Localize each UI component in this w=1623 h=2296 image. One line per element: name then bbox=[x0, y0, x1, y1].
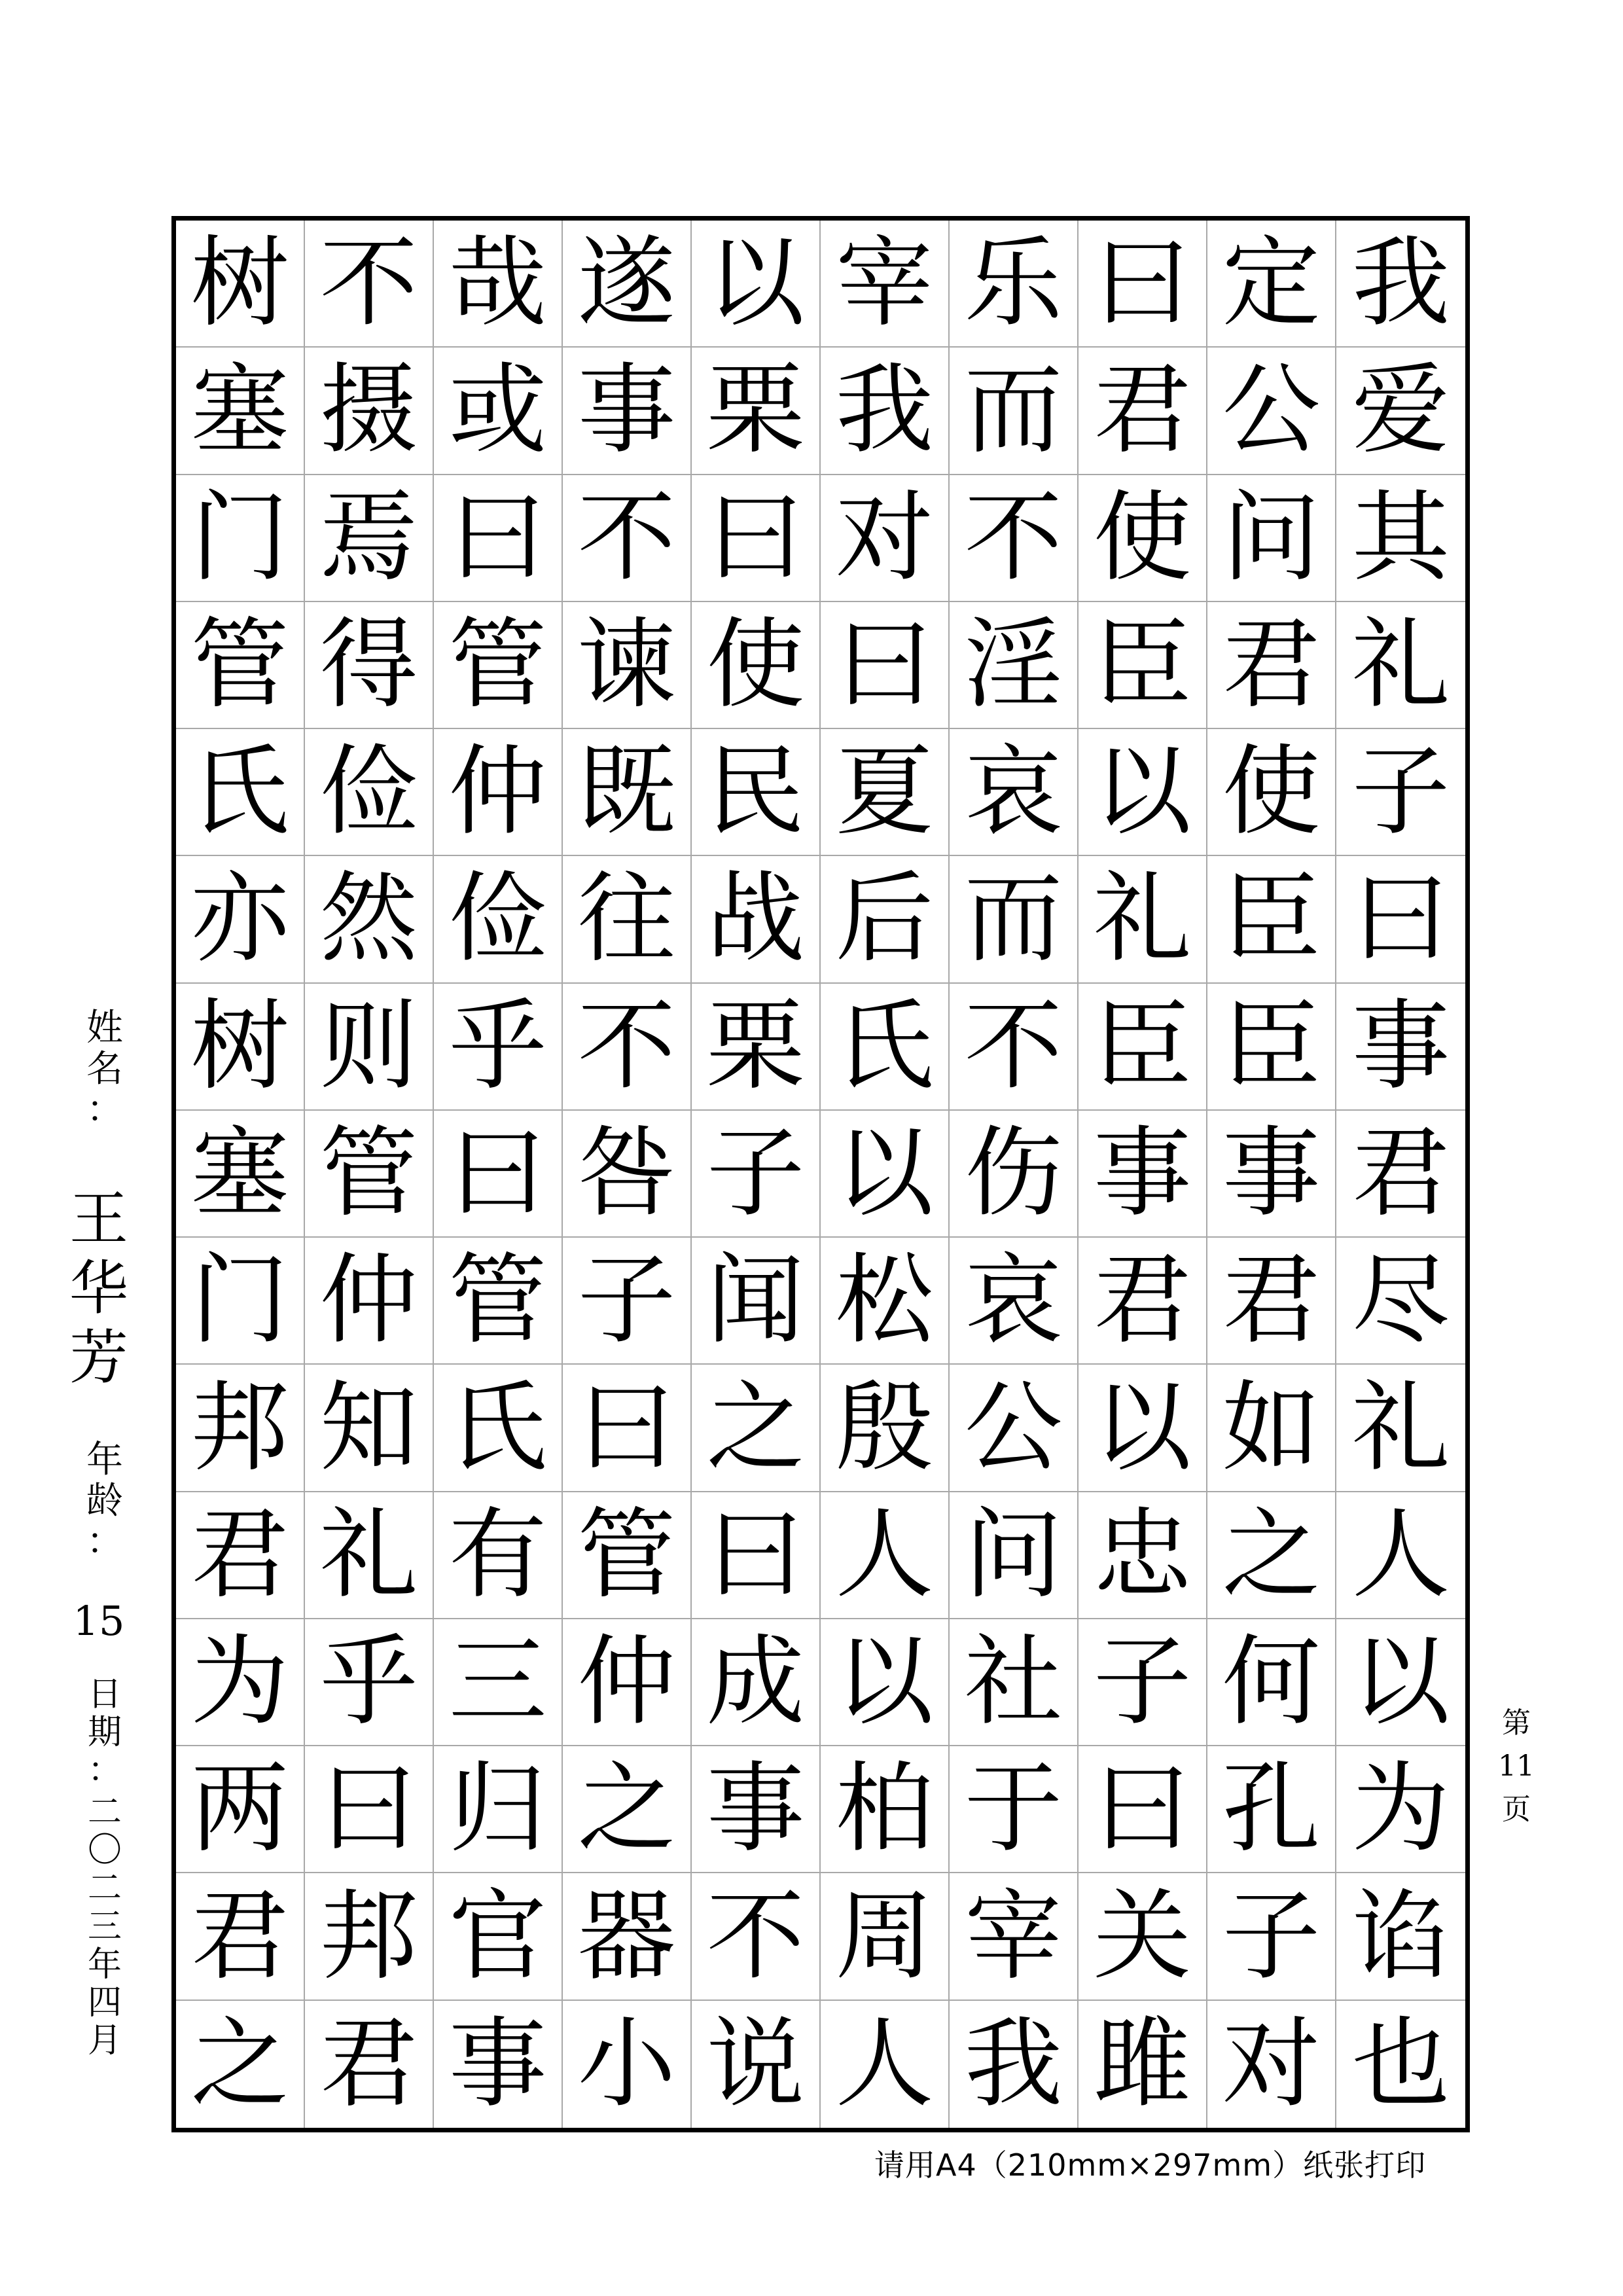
grid-cell: 礼 bbox=[1336, 1365, 1465, 1492]
grid-cell: 宰 bbox=[950, 1873, 1079, 2000]
grid-cell: 如 bbox=[1207, 1365, 1336, 1492]
grid-cell: 使 bbox=[1079, 475, 1207, 602]
grid-cell: 殷 bbox=[821, 1365, 950, 1492]
grid-cell: 氏 bbox=[434, 1365, 563, 1492]
grid-cell: 松 bbox=[821, 1238, 950, 1365]
grid-cell: 以 bbox=[1079, 729, 1207, 856]
grid-cell: 而 bbox=[950, 348, 1079, 475]
grid-cell: 管 bbox=[563, 1492, 692, 1619]
grid-cell: 雎 bbox=[1079, 2001, 1207, 2128]
grid-cell: 遂 bbox=[563, 221, 692, 348]
grid-cell: 曰 bbox=[305, 1746, 434, 1873]
grid-cell: 谏 bbox=[563, 602, 692, 729]
grid-cell: 既 bbox=[563, 729, 692, 856]
grid-cell: 小 bbox=[563, 2001, 692, 2128]
grid-cell: 之 bbox=[1207, 1492, 1336, 1619]
grid-cell: 之 bbox=[176, 2001, 305, 2128]
print-instruction: 请用A4（210mm×297mm）纸张打印 bbox=[874, 2147, 1427, 2183]
grid-cell: 周 bbox=[821, 1873, 950, 2000]
grid-cell: 门 bbox=[176, 1238, 305, 1365]
grid-cell: 塞 bbox=[176, 348, 305, 475]
grid-cell: 宰 bbox=[821, 221, 950, 348]
grid-cell: 曰 bbox=[434, 475, 563, 602]
grid-cell: 柏 bbox=[821, 1746, 950, 1873]
grid-cell: 以 bbox=[821, 1619, 950, 1746]
grid-cell: 闻 bbox=[692, 1238, 821, 1365]
grid-cell: 哀 bbox=[950, 729, 1079, 856]
grid-cell: 管 bbox=[176, 602, 305, 729]
grid-cell: 事 bbox=[563, 348, 692, 475]
grid-cell: 礼 bbox=[1079, 856, 1207, 983]
grid-cell: 关 bbox=[1079, 1873, 1207, 2000]
grid-cell: 公 bbox=[1207, 348, 1336, 475]
grid-cell: 管 bbox=[434, 1238, 563, 1365]
date-label: 日 期 ： bbox=[87, 1675, 122, 1791]
grid-cell: 淫 bbox=[950, 602, 1079, 729]
grid-cell: 管 bbox=[305, 1111, 434, 1238]
grid-cell: 归 bbox=[434, 1746, 563, 1873]
grid-cell: 之 bbox=[563, 1746, 692, 1873]
grid-cell: 尽 bbox=[1336, 1238, 1465, 1365]
grid-cell: 邦 bbox=[176, 1365, 305, 1492]
grid-cell: 之 bbox=[692, 1365, 821, 1492]
practice-grid-frame bbox=[171, 216, 1470, 2132]
grid-cell: 其 bbox=[1336, 475, 1465, 602]
grid-cell: 往 bbox=[563, 856, 692, 983]
grid-cell: 于 bbox=[950, 1746, 1079, 1873]
grid-cell: 事 bbox=[1336, 984, 1465, 1111]
grid-cell: 曰 bbox=[1079, 221, 1207, 348]
page-number-value: 11 bbox=[1498, 1749, 1535, 1783]
grid-cell: 摄 bbox=[305, 348, 434, 475]
age-value: 15 bbox=[73, 1597, 125, 1645]
grid-cell: 以 bbox=[1079, 1365, 1207, 1492]
name-value: 王 华 芳 bbox=[69, 1185, 128, 1393]
grid-cell: 器 bbox=[563, 1873, 692, 2000]
grid-cell: 民 bbox=[692, 729, 821, 856]
grid-cell: 爱 bbox=[1336, 348, 1465, 475]
grid-cell: 管 bbox=[434, 602, 563, 729]
grid-cell: 子 bbox=[1336, 729, 1465, 856]
grid-cell: 人 bbox=[821, 1492, 950, 1619]
grid-cell: 问 bbox=[1207, 475, 1336, 602]
grid-cell: 有 bbox=[434, 1492, 563, 1619]
grid-cell: 三 bbox=[434, 1619, 563, 1746]
grid-cell: 子 bbox=[1207, 1873, 1336, 2000]
grid-cell: 对 bbox=[821, 475, 950, 602]
grid-cell: 君 bbox=[176, 1873, 305, 2000]
grid-cell: 曰 bbox=[1079, 1746, 1207, 1873]
grid-cell: 栗 bbox=[692, 348, 821, 475]
grid-cell: 后 bbox=[821, 856, 950, 983]
grid-cell: 子 bbox=[692, 1111, 821, 1238]
grid-cell: 以 bbox=[821, 1111, 950, 1238]
page-number-prefix: 第 bbox=[1502, 1706, 1531, 1740]
grid-cell: 礼 bbox=[1336, 602, 1465, 729]
grid-cell: 说 bbox=[692, 2001, 821, 2128]
grid-cell: 事 bbox=[1207, 1111, 1336, 1238]
grid-cell: 不 bbox=[950, 475, 1079, 602]
grid-cell: 夏 bbox=[821, 729, 950, 856]
grid-cell: 君 bbox=[1336, 1111, 1465, 1238]
grid-cell: 社 bbox=[950, 1619, 1079, 1746]
grid-cell: 哉 bbox=[434, 221, 563, 348]
grid-cell: 曰 bbox=[821, 602, 950, 729]
grid-cell: 使 bbox=[1207, 729, 1336, 856]
grid-cell: 然 bbox=[305, 856, 434, 983]
grid-cell: 树 bbox=[176, 221, 305, 348]
grid-cell: 人 bbox=[1336, 1492, 1465, 1619]
grid-cell: 不 bbox=[692, 1873, 821, 2000]
grid-cell: 何 bbox=[1207, 1619, 1336, 1746]
grid-cell: 孔 bbox=[1207, 1746, 1336, 1873]
name-label: 姓 名 ： bbox=[86, 1007, 123, 1132]
grid-cell: 礼 bbox=[305, 1492, 434, 1619]
grid-cell: 氏 bbox=[821, 984, 950, 1111]
grid-cell: 成 bbox=[692, 1619, 821, 1746]
grid-cell: 门 bbox=[176, 475, 305, 602]
grid-cell: 公 bbox=[950, 1365, 1079, 1492]
grid-cell: 问 bbox=[950, 1492, 1079, 1619]
grid-cell: 以 bbox=[1336, 1619, 1465, 1746]
age-label: 年 龄 ： bbox=[86, 1439, 123, 1564]
grid-cell: 臣 bbox=[1079, 984, 1207, 1111]
grid-cell: 则 bbox=[305, 984, 434, 1111]
grid-cell: 君 bbox=[1207, 1238, 1336, 1365]
grid-cell: 不 bbox=[563, 475, 692, 602]
grid-cell: 事 bbox=[692, 1746, 821, 1873]
grid-cell: 或 bbox=[434, 348, 563, 475]
grid-cell: 君 bbox=[305, 2001, 434, 2128]
grid-cell: 曰 bbox=[434, 1111, 563, 1238]
grid-cell: 也 bbox=[1351, 2007, 1450, 2121]
grid-cell: 氏 bbox=[176, 729, 305, 856]
grid-cell: 以 bbox=[692, 221, 821, 348]
grid-cell: 臣 bbox=[1079, 602, 1207, 729]
page-number bbox=[1493, 1702, 1539, 1831]
grid-cell: 伤 bbox=[950, 1111, 1079, 1238]
grid-cell: 曰 bbox=[563, 1365, 692, 1492]
grid-cell: 君 bbox=[1079, 1238, 1207, 1365]
grid-cell: 官 bbox=[434, 1873, 563, 2000]
grid-cell: 俭 bbox=[434, 856, 563, 983]
grid-cell: 子 bbox=[563, 1238, 692, 1365]
grid-cell: 俭 bbox=[305, 729, 434, 856]
grid-cell: 树 bbox=[176, 984, 305, 1111]
grid-cell: 为 bbox=[176, 1619, 305, 1746]
grid-cell: 不 bbox=[563, 984, 692, 1111]
grid-cell: 乎 bbox=[305, 1619, 434, 1746]
grid-cell: 咎 bbox=[563, 1111, 692, 1238]
grid-cell: 乎 bbox=[434, 984, 563, 1111]
grid-cell: 人 bbox=[821, 2001, 950, 2128]
grid-cell: 事 bbox=[434, 2001, 563, 2128]
grid-cell: 哀 bbox=[950, 1238, 1079, 1365]
grid-cell: 仲 bbox=[563, 1619, 692, 1746]
grid-cell: 曰 bbox=[1336, 856, 1465, 983]
grid-cell: 塞 bbox=[176, 1111, 305, 1238]
date-value: 二 〇 二 三 年 四 月 bbox=[87, 1793, 122, 2061]
grid-cell: 君 bbox=[1079, 348, 1207, 475]
practice-grid bbox=[176, 221, 1465, 2128]
grid-cell: 君 bbox=[176, 1492, 305, 1619]
grid-cell: 忠 bbox=[1079, 1492, 1207, 1619]
grid-cell: 对 bbox=[1207, 2001, 1336, 2128]
grid-cell: 我 bbox=[950, 2001, 1079, 2128]
grid-cell: 邦 bbox=[305, 1873, 434, 2000]
grid-cell: 栗 bbox=[692, 984, 821, 1111]
grid-cell: 焉 bbox=[305, 475, 434, 602]
grid-cell: 臣 bbox=[1207, 856, 1336, 983]
grid-cell: 君 bbox=[1207, 602, 1336, 729]
grid-cell: 两 bbox=[176, 1746, 305, 1873]
grid-cell: 仲 bbox=[434, 729, 563, 856]
grid-cell: 仲 bbox=[305, 1238, 434, 1365]
grid-cell: 得 bbox=[305, 602, 434, 729]
grid-cell: 定 bbox=[1207, 221, 1336, 348]
grid-cell: 事 bbox=[1079, 1111, 1207, 1238]
page-number-suffix: 页 bbox=[1502, 1793, 1531, 1826]
grid-cell: 子 bbox=[1079, 1619, 1207, 1746]
grid-cell: 谄 bbox=[1336, 1873, 1465, 2000]
grid-cell: 我 bbox=[1336, 221, 1465, 348]
grid-cell: 臣 bbox=[1207, 984, 1336, 1111]
grid-cell: 不 bbox=[305, 221, 434, 348]
grid-cell: 曰 bbox=[692, 1492, 821, 1619]
grid-cell: 不 bbox=[950, 984, 1079, 1111]
grid-cell: 战 bbox=[692, 856, 821, 983]
grid-cell: 乐 bbox=[950, 221, 1079, 348]
grid-cell: 使 bbox=[692, 602, 821, 729]
grid-cell: 而 bbox=[950, 856, 1079, 983]
grid-cell: 为 bbox=[1336, 1746, 1465, 1873]
grid-cell: 亦 bbox=[176, 856, 305, 983]
grid-cell: 知 bbox=[305, 1365, 434, 1492]
grid-cell: 曰 bbox=[692, 475, 821, 602]
grid-cell: 我 bbox=[821, 348, 950, 475]
